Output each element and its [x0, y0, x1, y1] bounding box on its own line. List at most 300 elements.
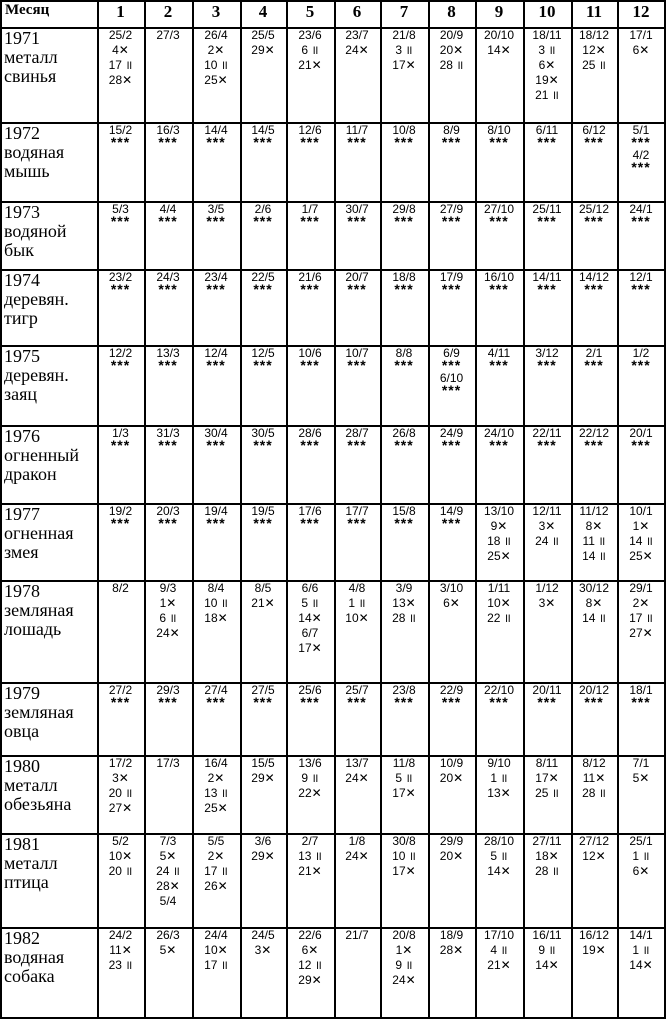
asterisks-mark: ***	[489, 134, 509, 150]
date-cell	[428, 345, 475, 425]
date-cell	[334, 755, 380, 833]
date-entry: 1/11	[487, 581, 511, 595]
asterisks-mark: ***	[158, 357, 178, 373]
date-cell	[380, 201, 428, 269]
asterisks-mark: ***	[489, 281, 509, 297]
date-cell	[240, 201, 286, 269]
date-entry: 9/3	[159, 581, 177, 595]
date-entry: 29✕	[251, 771, 275, 785]
date-entry: 9✕	[490, 519, 508, 533]
date-cell	[475, 755, 523, 833]
date-cell	[286, 122, 334, 201]
asterisks-mark: ***	[394, 437, 414, 453]
date-entry: 20/1	[629, 426, 653, 440]
date-entry: 13✕	[392, 596, 416, 610]
date-entry: 28✕	[439, 943, 464, 957]
date-cell	[523, 580, 571, 682]
date-entry: 16/12	[578, 928, 610, 942]
asterisks-mark: ***	[253, 213, 273, 229]
asterisks-mark: ***	[206, 134, 226, 150]
asterisks-mark: ***	[110, 437, 131, 453]
asterisks-mark: ***	[584, 694, 604, 710]
header-month-8: 8	[447, 2, 456, 21]
date-entry: 8✕	[585, 596, 603, 610]
date-entry: 17 ॥	[204, 958, 228, 972]
date-entry: 11✕	[109, 943, 132, 957]
year-label-line: птица	[4, 872, 49, 893]
date-cell	[240, 580, 286, 682]
date-entry: 6 ॥	[301, 43, 319, 57]
date-entry: 23/6	[298, 28, 322, 42]
date-entry: 28 ॥	[392, 611, 416, 625]
asterisks-mark: ***	[584, 281, 604, 297]
date-entry: 24/5	[251, 928, 275, 942]
date-cell	[144, 833, 192, 927]
date-cell	[428, 201, 475, 269]
date-cell	[240, 345, 286, 425]
date-entry: 17 ॥	[108, 58, 133, 72]
date-entry: 28 ॥	[439, 58, 464, 72]
asterisks-mark: ***	[158, 437, 178, 453]
date-cell	[617, 833, 665, 927]
date-cell	[380, 580, 428, 682]
date-entry: 26/8	[392, 426, 416, 440]
date-cell	[475, 503, 523, 580]
date-entry: 23/8	[392, 683, 416, 697]
date-entry: 14/9	[439, 504, 464, 518]
date-entry: 21/6	[298, 270, 322, 284]
date-entry: 2✕	[207, 771, 225, 785]
date-cell	[571, 122, 617, 201]
date-cell	[428, 27, 475, 122]
date-entry: 6 ॥	[159, 611, 177, 625]
asterisks-mark: ***	[537, 134, 557, 150]
date-entry: 24✕	[392, 973, 416, 987]
date-cell	[523, 27, 571, 122]
asterisks-mark: ***	[489, 213, 509, 229]
date-entry: 6✕	[632, 43, 650, 57]
asterisks-mark: ***	[347, 213, 367, 229]
asterisks-mark: ***	[631, 357, 651, 373]
date-entry: 2✕	[207, 849, 225, 863]
date-cell	[286, 269, 334, 345]
year-label-line: деревян.	[4, 365, 69, 386]
date-entry: 2✕	[207, 43, 225, 57]
date-cell	[617, 201, 665, 269]
asterisks-mark: ***	[158, 213, 178, 229]
date-entry: 21✕	[298, 864, 322, 878]
date-cell	[617, 682, 665, 755]
date-entry: 10/8	[392, 123, 416, 137]
date-cell	[192, 425, 240, 503]
year-label-line: 1972	[4, 123, 40, 143]
date-cell	[571, 833, 617, 927]
date-entry: 23/7	[345, 28, 369, 42]
asterisks-mark: ***	[347, 515, 367, 531]
date-entry: 9 ॥	[395, 958, 413, 972]
date-entry: 1✕	[395, 943, 413, 957]
date-entry: 25 ॥	[582, 58, 606, 72]
asterisks-mark: ***	[253, 281, 273, 297]
date-entry: 18✕	[204, 611, 228, 625]
date-entry: 24 ॥	[535, 534, 559, 548]
year-label-line: заяц	[4, 384, 38, 405]
date-entry: 17 ॥	[204, 864, 228, 878]
date-cell	[286, 927, 334, 1019]
date-entry: 4/8	[348, 581, 366, 595]
date-entry: 28✕	[108, 73, 133, 87]
asterisks-mark: ***	[394, 515, 414, 531]
date-cell	[617, 345, 665, 425]
date-entry: 29/3	[156, 683, 180, 697]
date-cell	[380, 27, 428, 122]
date-entry: 4✕	[112, 43, 129, 57]
header-month-5: 5	[305, 2, 315, 21]
date-entry: 17/9	[439, 270, 464, 284]
date-cell	[475, 201, 523, 269]
date-entry: 5/2	[112, 834, 129, 848]
year-label-line: 1978	[4, 581, 40, 601]
asterisks-mark: ***	[489, 357, 509, 373]
date-cell	[240, 269, 286, 345]
year-label-line: 1979	[4, 683, 40, 703]
date-entry: 17✕	[298, 641, 322, 655]
date-entry: 7/1	[632, 756, 650, 770]
date-cell	[475, 345, 523, 425]
date-entry: 1✕	[159, 596, 177, 610]
date-entry: 20 ॥	[108, 864, 133, 878]
asterisks-mark: ***	[110, 357, 131, 373]
date-entry: 6✕	[538, 58, 556, 72]
asterisks-mark: ***	[347, 134, 367, 150]
date-cell	[571, 425, 617, 503]
date-entry: 13✕	[487, 786, 511, 800]
asterisks-mark: ***	[253, 357, 273, 373]
date-entry: 25/7	[345, 683, 369, 697]
date-entry: 29/9	[439, 834, 464, 848]
date-entry: 11✕	[582, 771, 606, 785]
date-entry: 10✕	[487, 596, 511, 610]
asterisks-mark: ***	[631, 694, 651, 710]
asterisks-mark: ***	[394, 357, 414, 373]
date-cell	[192, 27, 240, 122]
year-label-line: 1976	[4, 426, 40, 446]
date-cell	[617, 927, 665, 1019]
date-entry: 24 ॥	[156, 864, 180, 878]
date-entry: 25 ॥	[535, 786, 559, 800]
asterisks-mark: ***	[631, 437, 651, 453]
date-entry: 6/10	[439, 371, 464, 385]
date-entry: 4/2	[632, 148, 650, 162]
date-entry: 3✕	[112, 771, 129, 785]
asterisks-mark: ***	[347, 281, 367, 297]
year-label	[0, 927, 97, 1019]
asterisks-mark: ***	[537, 694, 557, 710]
year-label-line: металл	[4, 853, 58, 874]
date-entry: 25/5 29✕	[251, 28, 275, 57]
asterisks-mark: ***	[300, 437, 320, 453]
date-cell	[380, 833, 428, 927]
date-entry: 21✕	[298, 58, 322, 72]
date-cell	[571, 755, 617, 833]
asterisks-mark: ***	[253, 694, 273, 710]
date-entry: 21✕	[487, 958, 511, 972]
date-cell	[617, 27, 665, 122]
date-cell	[334, 201, 380, 269]
date-entry: 3 ॥	[395, 43, 413, 57]
date-entry: 14 ॥	[629, 534, 653, 548]
date-entry: 6✕	[301, 943, 319, 957]
date-entry: 27/4	[204, 683, 228, 697]
date-cell	[286, 755, 334, 833]
date-entry: 24/9	[439, 426, 464, 440]
date-entry: 17/10	[483, 928, 515, 942]
year-label-line: 1975	[4, 346, 40, 366]
date-cell	[192, 755, 240, 833]
asterisks-mark: ***	[441, 515, 462, 531]
year-label-line: 1973	[4, 202, 40, 222]
asterisks-mark: ***	[441, 213, 462, 229]
date-cell	[144, 27, 192, 122]
date-entry: 10/6	[298, 346, 322, 360]
date-entry: 30/7	[345, 202, 369, 216]
date-entry: 17/2	[108, 756, 133, 770]
year-label	[0, 27, 97, 122]
year-label	[0, 503, 97, 580]
date-entry: 3/9	[395, 581, 413, 595]
date-entry: 12✕	[582, 43, 606, 57]
date-entry: 27/9	[439, 202, 464, 216]
date-entry: 1 ॥	[632, 849, 650, 863]
date-entry: 14✕	[487, 864, 511, 878]
date-cell	[97, 201, 144, 269]
year-label	[0, 345, 97, 425]
date-cell	[286, 201, 334, 269]
date-entry: 8/4	[207, 581, 225, 595]
asterisks-mark: ***	[300, 515, 320, 531]
date-cell	[334, 345, 380, 425]
date-cell	[144, 122, 192, 201]
date-entry: 4/11	[487, 346, 511, 360]
header-month-12: 12	[632, 2, 650, 21]
date-entry: 5/5	[207, 834, 225, 848]
date-entry: 14✕	[629, 958, 653, 972]
date-entry: 22/10	[483, 683, 515, 697]
date-cell	[97, 122, 144, 201]
asterisks-mark: ***	[110, 515, 131, 531]
date-cell	[192, 927, 240, 1019]
date-cell	[334, 27, 380, 122]
date-entry: 22/9	[439, 683, 464, 697]
asterisks-mark: ***	[206, 515, 226, 531]
date-entry: 17 ॥	[629, 611, 653, 625]
date-cell	[475, 580, 523, 682]
date-entry: 6/11	[535, 123, 559, 137]
date-cell	[523, 425, 571, 503]
year-label-line: земляная	[4, 702, 74, 723]
date-entry: 6✕	[443, 596, 460, 610]
date-entry: 30/4	[204, 426, 228, 440]
date-entry: 17✕	[392, 58, 416, 72]
date-entry: 17✕	[392, 864, 416, 878]
date-entry: 28✕	[156, 879, 180, 893]
date-entry: 29/1	[629, 581, 653, 595]
date-entry: 14/4	[204, 123, 228, 137]
date-cell	[523, 201, 571, 269]
date-entry: 13/10	[483, 504, 515, 518]
date-entry: 10✕	[204, 943, 228, 957]
date-entry: 25/2	[108, 28, 133, 42]
year-label	[0, 425, 97, 503]
date-cell	[97, 503, 144, 580]
date-entry: 20 ॥	[108, 786, 133, 800]
date-cell	[428, 425, 475, 503]
date-entry: 26✕	[204, 879, 228, 893]
date-entry: 27✕	[108, 801, 133, 815]
date-entry: 24/2	[108, 928, 133, 942]
asterisks-mark: ***	[158, 281, 178, 297]
date-cell	[144, 580, 192, 682]
date-entry: 5✕	[159, 849, 177, 863]
year-label-line: деревян.	[4, 289, 69, 310]
date-entry: 14 ॥	[582, 611, 606, 625]
date-entry: 27/2	[108, 683, 133, 697]
date-cell	[428, 269, 475, 345]
date-cell	[617, 503, 665, 580]
header-month-9: 9	[494, 2, 504, 21]
date-cell	[428, 503, 475, 580]
date-cell	[192, 345, 240, 425]
year-label-line: металл	[4, 47, 58, 68]
asterisks-mark: ***	[537, 281, 557, 297]
year-label-line: 1982	[4, 928, 40, 948]
asterisks-mark: ***	[584, 357, 604, 373]
date-entry: 10 ॥	[204, 58, 228, 72]
date-cell	[523, 927, 571, 1019]
date-entry: 23 ॥	[108, 958, 133, 972]
date-cell	[240, 927, 286, 1019]
date-entry: 17✕	[535, 771, 559, 785]
date-entry: 4/4	[159, 202, 177, 216]
date-cell	[97, 580, 144, 682]
date-entry: 8/2	[112, 581, 129, 595]
date-entry: 14✕	[298, 611, 322, 625]
asterisks-mark: ***	[441, 694, 462, 710]
date-entry: 28/6	[298, 426, 322, 440]
date-entry: 24✕	[345, 43, 369, 57]
date-entry: 10 ॥	[204, 596, 228, 610]
date-entry: 19✕	[535, 73, 559, 87]
date-entry: 5/4	[159, 894, 177, 908]
date-entry: 25/11	[532, 202, 562, 216]
date-cell	[523, 682, 571, 755]
date-entry: 20/3	[156, 504, 180, 518]
date-entry: 8/11	[535, 756, 559, 770]
asterisks-mark: ***	[300, 281, 320, 297]
date-entry: 24/10	[483, 426, 515, 440]
year-label-line: 1980	[4, 756, 40, 776]
date-cell	[97, 682, 144, 755]
date-cell	[571, 27, 617, 122]
asterisks-mark: ***	[110, 134, 131, 150]
date-cell	[192, 580, 240, 682]
date-entry: 27/11	[532, 834, 562, 848]
date-cell	[380, 269, 428, 345]
asterisks-mark: ***	[347, 437, 367, 453]
date-entry: 27/12	[578, 834, 610, 848]
date-entry: 12/2	[108, 346, 133, 360]
date-entry: 6/9	[443, 346, 460, 360]
header-month-11: 11	[585, 2, 603, 21]
header-month-4: 4	[258, 2, 268, 21]
date-entry: 13/7	[345, 756, 369, 770]
date-cell	[144, 755, 192, 833]
date-cell	[240, 122, 286, 201]
date-cell	[240, 682, 286, 755]
year-label-line: дракон	[4, 464, 57, 485]
date-entry: 22 ॥	[487, 611, 511, 625]
date-cell	[523, 345, 571, 425]
date-cell	[192, 201, 240, 269]
year-label	[0, 682, 97, 755]
date-cell	[475, 269, 523, 345]
asterisks-mark: ***	[584, 213, 604, 229]
date-cell	[571, 345, 617, 425]
date-cell	[571, 201, 617, 269]
year-label-line: лошадь	[4, 619, 62, 640]
date-cell	[334, 269, 380, 345]
date-entry: 25/12	[578, 202, 610, 216]
date-entry: 10✕	[108, 849, 133, 863]
asterisks-mark: ***	[347, 357, 367, 373]
asterisks-mark: ***	[300, 134, 320, 150]
date-cell	[334, 580, 380, 682]
date-cell	[523, 122, 571, 201]
date-entry: 16/3	[156, 123, 180, 137]
asterisks-mark: ***	[158, 134, 178, 150]
date-cell	[428, 580, 475, 682]
date-entry: 25✕	[204, 801, 228, 815]
year-label-line: водяной	[4, 221, 67, 242]
date-entry: 15/2	[108, 123, 133, 137]
date-entry: 29/8	[392, 202, 416, 216]
date-cell	[334, 503, 380, 580]
header-month-6: 6	[352, 2, 362, 21]
date-cell	[380, 425, 428, 503]
date-cell	[380, 503, 428, 580]
date-cell	[571, 682, 617, 755]
date-entry: 1 ॥	[632, 943, 650, 957]
asterisks-mark: ***	[441, 134, 462, 150]
date-entry: 6/7	[301, 626, 319, 640]
asterisks-mark: ***	[489, 437, 509, 453]
date-entry: 19✕	[582, 943, 606, 957]
date-entry: 11 ॥	[582, 534, 606, 548]
asterisks-mark: ***	[300, 357, 320, 373]
asterisks-mark: ***	[537, 357, 557, 373]
date-entry: 28 ॥	[535, 864, 559, 878]
header-month-2: 2	[163, 2, 173, 21]
date-entry: 1/2	[632, 346, 650, 360]
year-label	[0, 580, 97, 682]
date-cell	[192, 503, 240, 580]
date-entry: 5/3	[112, 202, 129, 216]
date-entry: 1 ॥	[348, 596, 366, 610]
date-entry: 22/12	[578, 426, 610, 440]
date-entry: 17/1	[629, 28, 653, 42]
header-month-7: 7	[399, 2, 409, 21]
date-cell	[286, 425, 334, 503]
